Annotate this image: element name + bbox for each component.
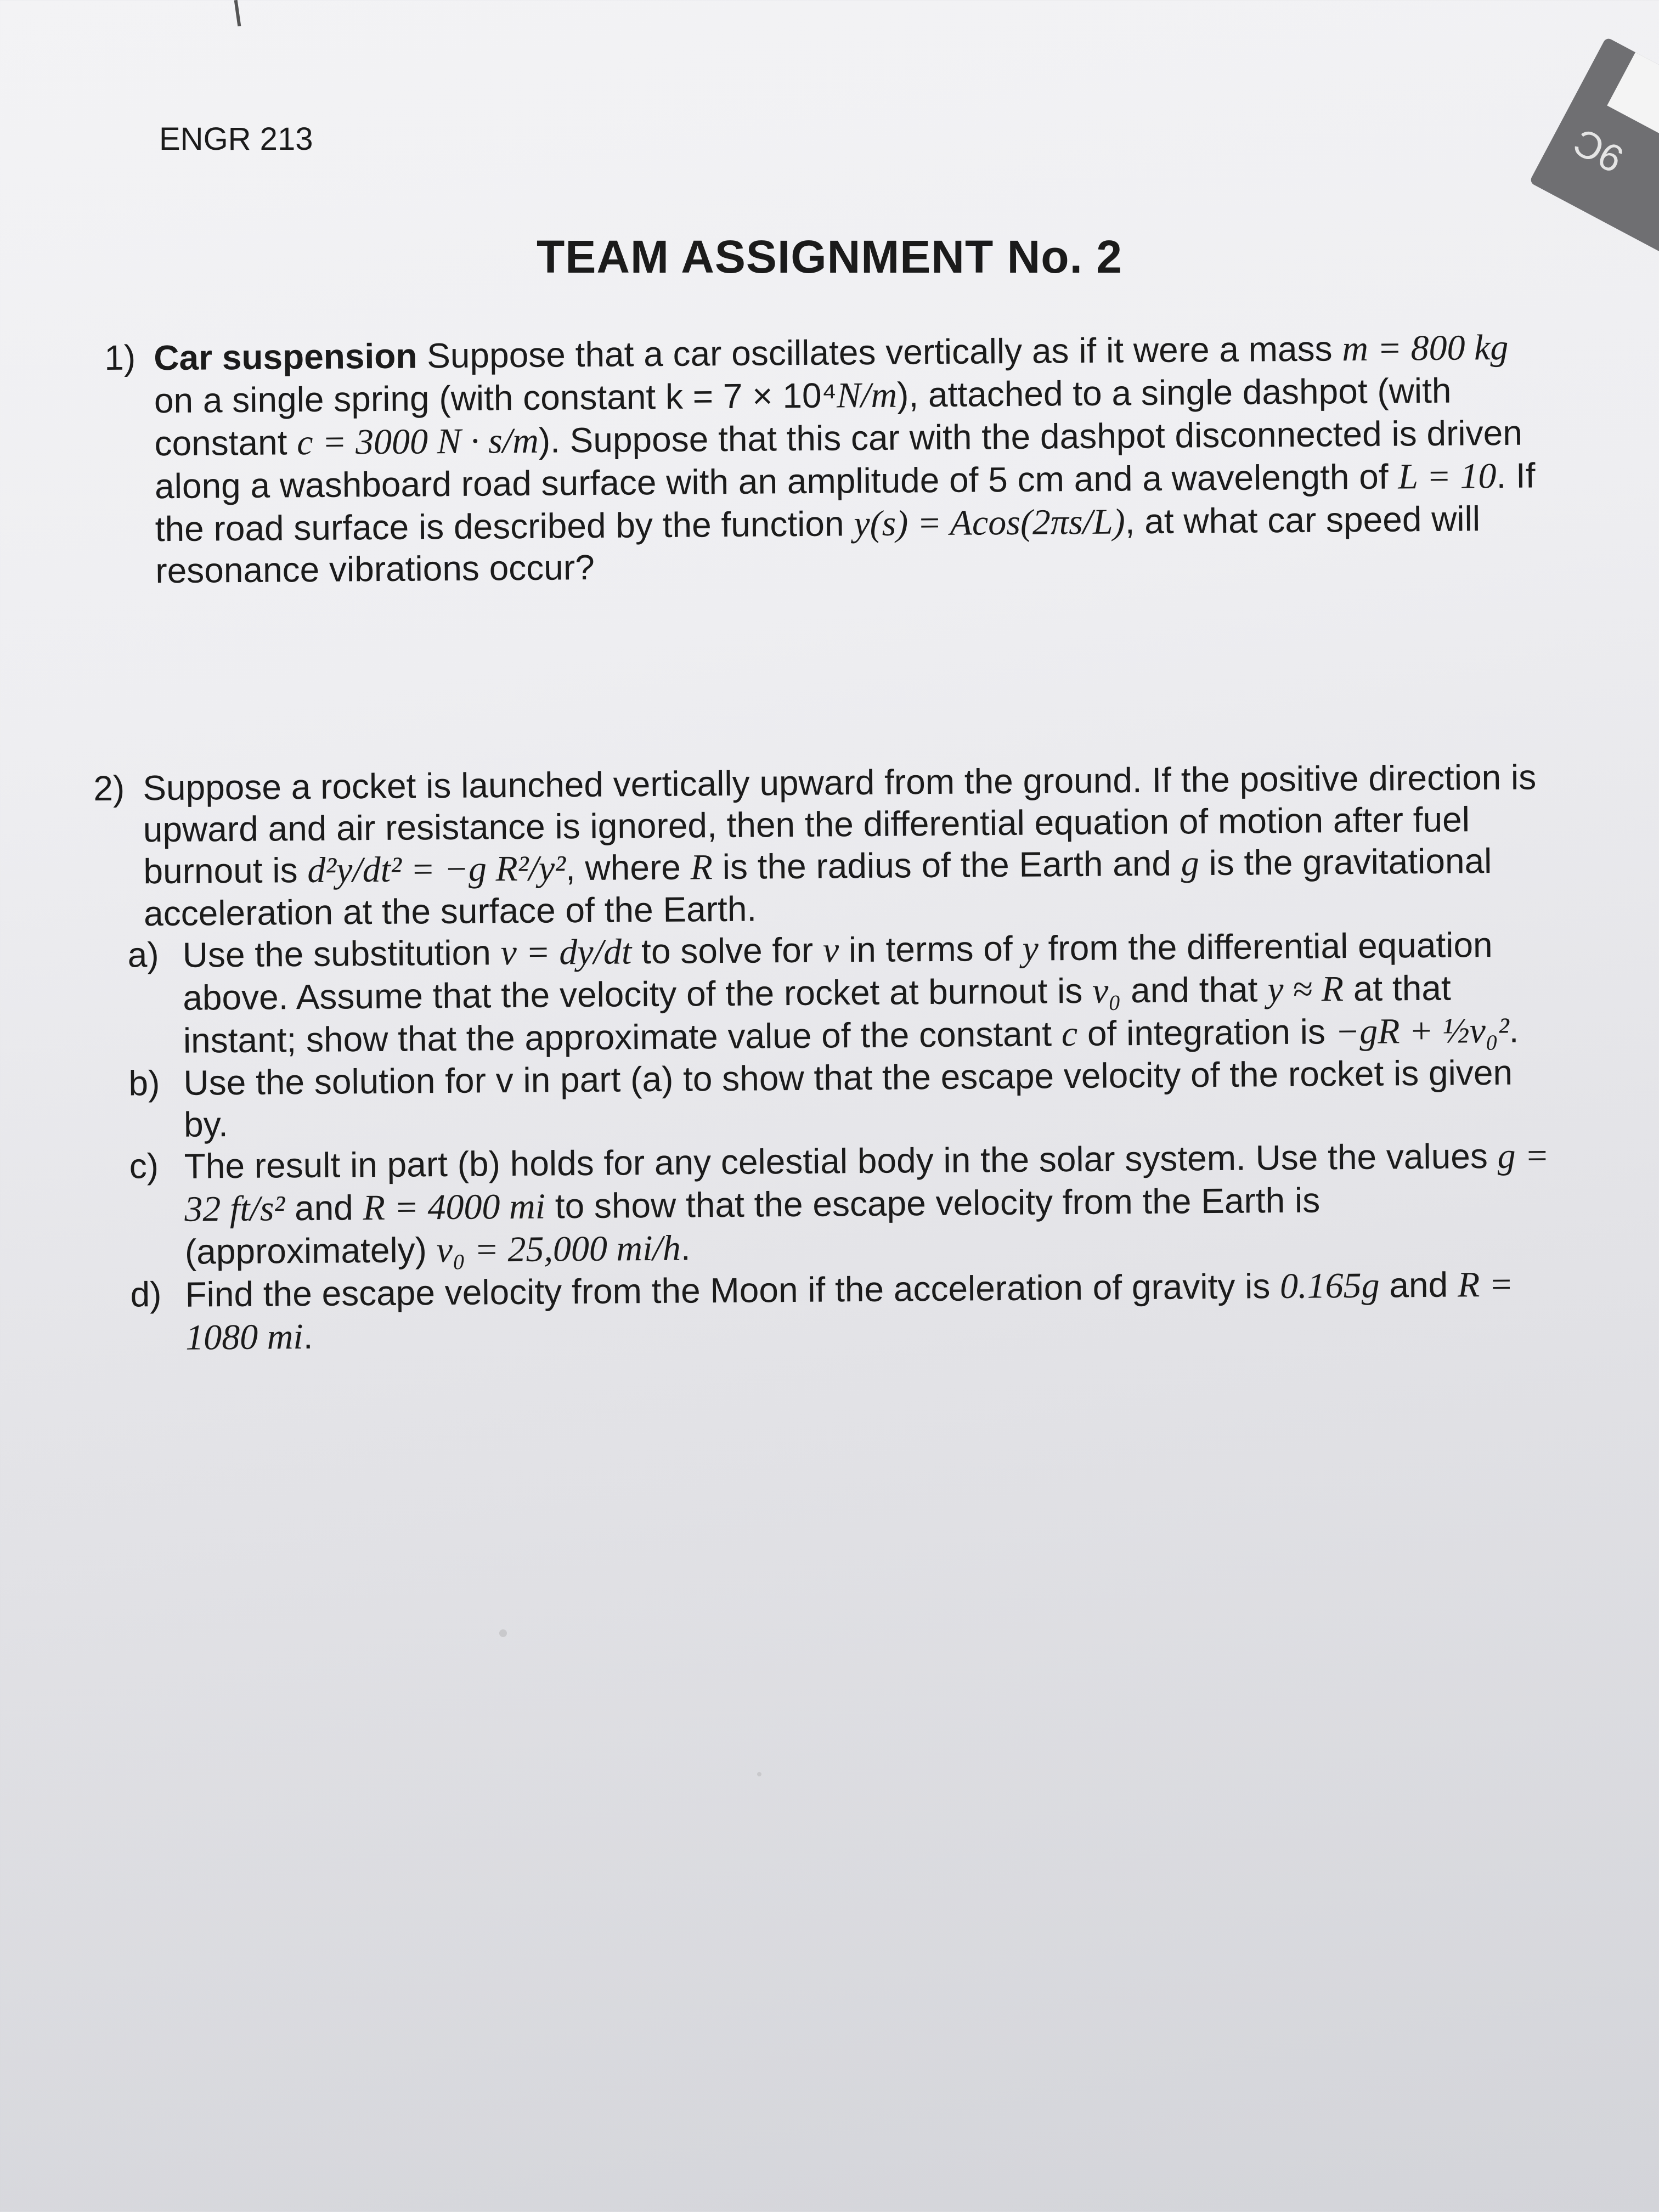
math: v₀ = 25,000 mi/h — [436, 1228, 681, 1270]
part-label: a) — [127, 935, 159, 975]
math: y — [1022, 928, 1039, 969]
math: v₀ — [1092, 970, 1121, 1012]
text: to solve for — [631, 930, 823, 972]
math: 0.165g — [1279, 1265, 1380, 1306]
question-body — [154, 326, 1555, 592]
math: m = 800 kg — [1342, 327, 1509, 369]
text: at that instant; show that the approximate value of the constant — [183, 968, 1451, 1060]
question-body — [143, 757, 1554, 935]
part-label: c) — [129, 1146, 159, 1186]
math: v = dy/dt — [500, 932, 632, 973]
text: from the differential equation above. Assume that the velocity of the rocket at burnout is — [183, 925, 1493, 1018]
text: and that — [1121, 969, 1268, 1011]
math: R = 4000 mi — [363, 1186, 546, 1228]
text: . — [1509, 1010, 1519, 1050]
math: y ≈ R — [1267, 969, 1344, 1010]
math: v — [822, 930, 839, 970]
paper-speck — [499, 1629, 507, 1637]
text: Suppose a rocket is launched vertically upward from the ground. If the positive direction is upward and air resistance is ignored, then the differential equation of motion after fuel burnout is — [143, 757, 1537, 891]
text: of integration is — [1077, 1012, 1335, 1054]
assignment-title: TEAM ASSIGNMENT No. 2 — [537, 231, 1122, 283]
part-label: b) — [128, 1063, 160, 1103]
text: Suppose that a car oscillates vertically as if it were a mass — [417, 329, 1342, 376]
part-a — [127, 924, 1555, 1063]
part-c — [129, 1135, 1556, 1273]
text: ), attached to a single dashpot (with constant — [154, 370, 1452, 464]
text: Use the solution for v in part (a) to show that the escape velocity of the rocket is given by. — [183, 1052, 1513, 1144]
math: R = 1080 mi — [185, 1264, 1514, 1358]
text: is the gravitational acceleration at the surface of the Earth. — [143, 841, 1492, 934]
text: Use the substitution — [182, 933, 501, 975]
math: g — [1181, 843, 1200, 884]
paper-speck — [757, 1772, 761, 1776]
question-number: 1) — [104, 337, 136, 377]
text: . — [303, 1316, 313, 1356]
text: and — [285, 1188, 363, 1228]
part-label: d) — [130, 1274, 162, 1314]
corner-mark: 9C — [1566, 120, 1630, 182]
corner-object — [1529, 37, 1659, 259]
text: , where — [565, 847, 691, 888]
question-1 — [104, 326, 1555, 592]
math: c — [1061, 1014, 1078, 1054]
text: Find the escape velocity from the Moon if the acceleration of gravity is — [185, 1266, 1280, 1314]
course-code: ENGR 213 — [159, 121, 313, 157]
math: N/m — [836, 375, 898, 416]
question-topic: Car suspension — [154, 336, 417, 378]
text: and — [1379, 1265, 1458, 1305]
text: to show that the escape velocity from the Earth is (approximately) — [184, 1180, 1321, 1272]
math: −gR + ½v₀² — [1335, 1010, 1509, 1052]
text: , at what car speed will resonance vibrations occur? — [155, 498, 1481, 591]
math: d²y/dt² = −g R²/y² — [307, 848, 566, 890]
text: ). Suppose that this car with the dashpot disconnected is driven along a washboard road surface with an amplitude of 5 cm and a wavelength of — [154, 413, 1523, 506]
math: L = 10 — [1398, 455, 1497, 497]
math: y(s) = Acos(2πs/L) — [854, 501, 1125, 544]
page-edge-mark — [234, 0, 241, 26]
text: . If the road surface is described by the function — [155, 455, 1536, 549]
math: c = 3000 N · s/m — [296, 420, 539, 462]
text: is the radius of the Earth and — [712, 843, 1182, 887]
math: g = 32 ft/s² — [184, 1136, 1549, 1229]
math: R — [690, 847, 713, 888]
part-b — [128, 1052, 1555, 1146]
text: The result in part (b) holds for any celestial body in the solar system. Use the values — [184, 1136, 1498, 1186]
part-d — [130, 1263, 1557, 1359]
text: in terms of — [838, 929, 1023, 970]
text: on a single spring (with constant k = 7 × 10⁴ — [154, 375, 837, 421]
question-number: 2) — [93, 768, 125, 808]
question-2 — [93, 757, 1557, 1359]
text: . — [680, 1228, 691, 1268]
